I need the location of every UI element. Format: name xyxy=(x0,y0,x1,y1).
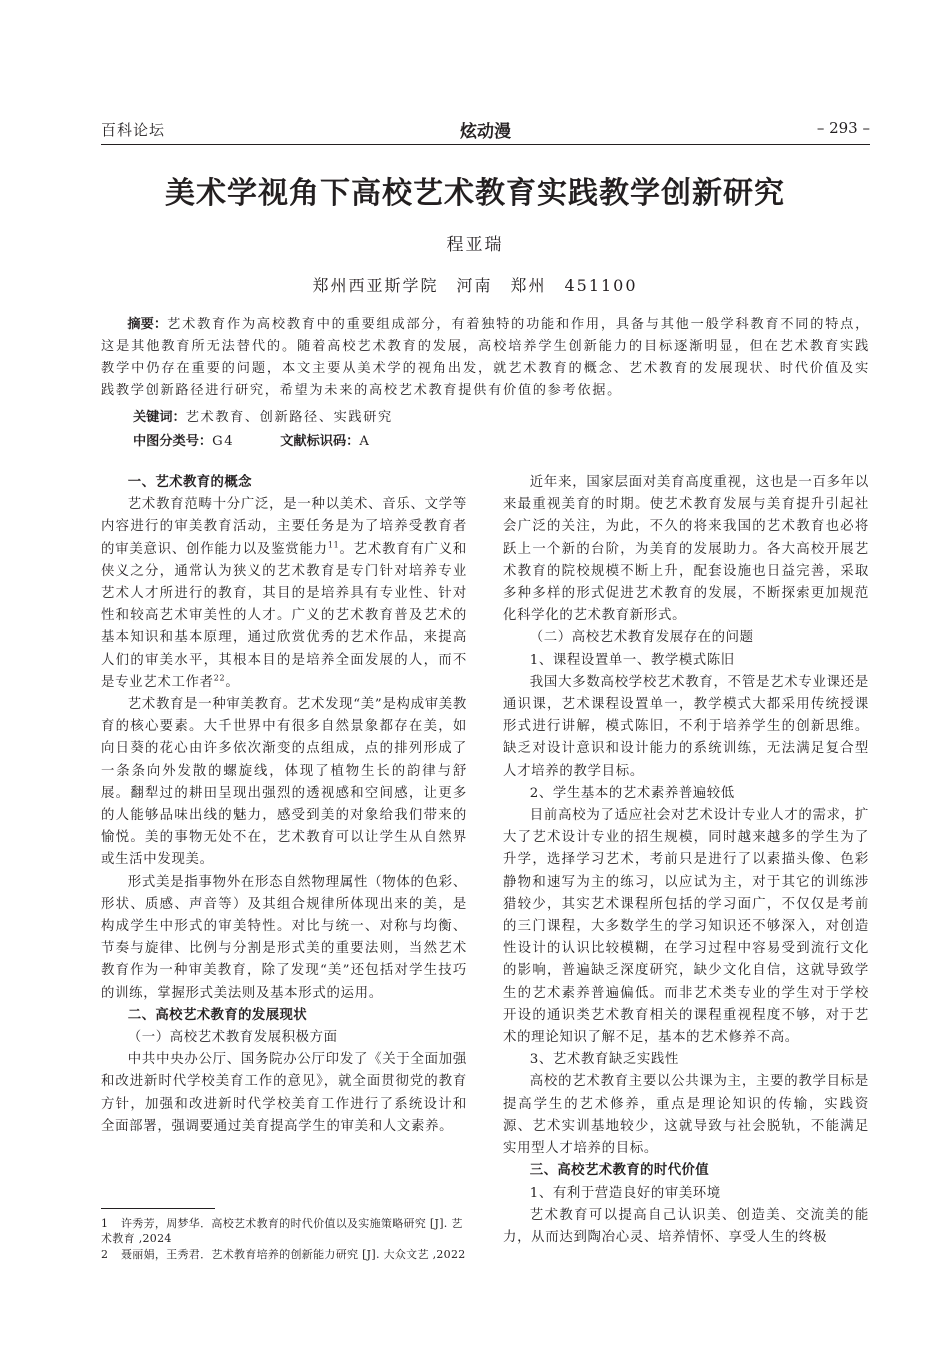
body-paragraph: 艺术教育范畴十分广泛，是一种以美术、音乐、文学等内容进行的审美教育活动，主要任务是为了培养受教育者的审美意识、创作能力以及鉴赏能力$^{11}$。艺术教育有广义和侠义之分，通常认为狭义的艺术教育是专门针对培养专业艺术人才所进行的教育，其目的是培养具有专业性、针对性和较高艺术审美性的人才。广义的艺术教育普及艺术的基本知识和基本原理，通过欣赏优秀的艺术作品，来提高人们的审美水平，其根本目的是培养全面发展的人，而不是专业艺术工作者$^{22}$。 xyxy=(101,497,467,690)
subsubsection-heading: 2、学生基本的艺术素养普遍较低 xyxy=(529,785,735,801)
section-heading: 二、高校艺术教育的发展现状 xyxy=(127,1007,308,1023)
footnotes xyxy=(101,1216,473,1263)
abstract-block xyxy=(101,314,870,402)
abstract-text: 艺术教育作为高校教育中的重要组成部分，有着独特的功能和作用，具备与其他一般学科教育不同的特点，这是其他教育所无法替代的。随着高校艺术教育的发展，高校培养学生创新能力的目标逐渐明显，但在艺术教育实践教学中仍存在重要的问题，本文主要从美术学的视角出发，就艺术教育的概念、艺术教育的发展现状、时代价值及实践教学创新路径进行研究，希望为未来的高校艺术教育提供有价值的参考依据。 xyxy=(101,317,871,398)
section-heading: 一、艺术教育的概念 xyxy=(127,475,252,490)
doc-code-value: A xyxy=(359,434,371,449)
clc-value: G4 xyxy=(212,434,235,449)
body-paragraph: 我国大多数高校学校艺术教育，不管是艺术专业课还是通识课，艺术课程设置单一，教学模式大都采用传统授课形式进行讲解，模式陈旧，不利于培养学生的创新思维。缺乏对设计意识和设计能力的系统训练，无法满足复合型人才培养的教学目标。 xyxy=(503,674,869,779)
section-heading: 三、高校艺术教育的时代价值 xyxy=(529,1163,710,1179)
header-section-name: 百科论坛 xyxy=(101,121,166,139)
body-paragraph: 形式美是指事物外在形态自然物理属性（物体的色彩、形状、质感、声音等）及其组合规律所体现出来的美，是构成学生中形式的审美特性。对比与统一、对称与均衡、节奏与旋律、比例与分割是形式美的重要法则，当然艺术教育作为一种审美教育，除了发现“美”还包括对学生技巧的训练，掌握形式美法则及基本形式的运用。 xyxy=(101,874,467,1001)
body-paragraph: 目前高校为了适应社会对艺术设计专业人才的需求，扩大了艺术设计专业的招生规模，同时越来越多的学生为了升学，选择学习艺术，考前只是进行了以素描头像、色彩静物和速写为主的练习，以应试为主，对于其它的训练涉猎较少，其实艺术课程所包括的学习面广，不仅仅是考前的三门课程，大多数学生的学习知识还不够深入，对创造性设计的认识比较模糊，在学习过程中容易受到流行文化的影响，普遍缺乏深度研究，缺少文化自信，这就导致学生的艺术素养普遍偏低。而非艺术类专业的学生对于学校开设的通识类艺术教育相关的课程重视程度不够，对于艺术的理论知识了解不足，基本的艺术修养不高。 xyxy=(503,808,869,1046)
citation-ref: 22 xyxy=(213,673,226,683)
citation-ref: 11 xyxy=(327,540,340,550)
left-column xyxy=(101,472,467,1138)
subsubsection-heading: 3、艺术教育缺乏实践性 xyxy=(529,1052,679,1068)
author-affiliation: 郑州西亚斯学院 河南 郑州 451100 xyxy=(312,276,638,295)
abstract-label: 摘要： xyxy=(127,317,168,332)
keywords-label: 关键词： xyxy=(133,410,186,425)
subsubsection-heading: 1、有利于营造良好的审美环境 xyxy=(529,1185,721,1201)
body-paragraph: 近年来，国家层面对美育高度重视，这也是一百多年以来最重视美育的时期。使艺术教育发展与美育提升引起社会广泛的关注，为此，不久的将来我国的艺术教育也必将跃上一个新的台阶，为美育的发展助力。各大高校开展艺术教育的院校规模不断上升，配套设施也日益完善，采取多种多样的形式促进艺术教育的发展，不断探索更加规范化科学化的艺术教育新形式。 xyxy=(503,475,869,624)
subsubsection-heading: 1、课程设置单一、教学模式陈旧 xyxy=(529,652,735,668)
clc-label: 中图分类号： xyxy=(133,434,213,449)
header-rule xyxy=(101,144,870,145)
article-title: 美术学视角下高校艺术教育实践教学创新研究 xyxy=(165,176,785,211)
subsection-heading: （二）高校艺术教育发展存在的问题 xyxy=(529,630,754,646)
keywords-line xyxy=(133,406,393,425)
right-column xyxy=(503,472,869,1249)
keywords-text: 艺术教育、创新路径、实践研究 xyxy=(185,410,393,425)
running-header xyxy=(101,117,870,143)
footnote-rule xyxy=(101,1208,215,1209)
abstract-paragraph xyxy=(101,314,870,402)
doc-code-label: 文献标识码： xyxy=(280,434,360,449)
header-page-number: – 293 – xyxy=(816,119,870,137)
body-paragraph: 艺术教育可以提高自己认识美、创造美、交流美的能力，从而达到陶冶心灵、培养情怀、享受人生的终极 xyxy=(503,1207,869,1245)
classification-line xyxy=(133,430,371,449)
header-journal-name: 炫动漫 xyxy=(460,122,511,142)
footnote: 2 聂丽娟，王秀君．艺术教育培养的创新能力研究 [J]. 大众文艺 ,2022 xyxy=(101,1248,466,1261)
subsection-heading: （一）高校艺术教育发展积极方面 xyxy=(127,1030,338,1046)
footnote: 1 许秀芳，周梦华．高校艺术教育的时代价值以及实施策略研究 [J]. 艺术教育 ,2024 xyxy=(101,1217,463,1245)
body-paragraph: 中共中央办公厅、国务院办公厅印发了《关于全面加强和改进新时代学校美育工作的意见》，就全面贯彻党的教育方针，加强和改进新时代学校美育工作进行了系统设计和全面部署，强调要通过美育提高学生的审美和人文素养。 xyxy=(101,1052,467,1134)
article-author: 程亚瑞 xyxy=(446,235,504,255)
body-paragraph: 高校的艺术教育主要以公共课为主，主要的教学目标是提高学生的艺术修养，重点是理论知识的传输，实践资源、艺术实训基地较少，这就导致与社会脱轨，不能满足实用型人才培养的目标。 xyxy=(503,1074,869,1157)
body-paragraph: 艺术教育是一种审美教育。艺术发现“美”是构成审美教育的核心要素。大千世界中有很多自然景象都存在美，如向日葵的花心由许多依次渐变的点组成，点的排列形成了一条条向外发散的螺旋线，体现了植物生长的韵律与舒展。翻犁过的耕田呈现出强烈的透视感和空间感，让更多的人能够品味出线的魅力，感受到美的对象给我们带来的愉悦。美的事物无处不在，艺术教育可以让学生从自然界或生活中发现美。 xyxy=(101,697,467,868)
